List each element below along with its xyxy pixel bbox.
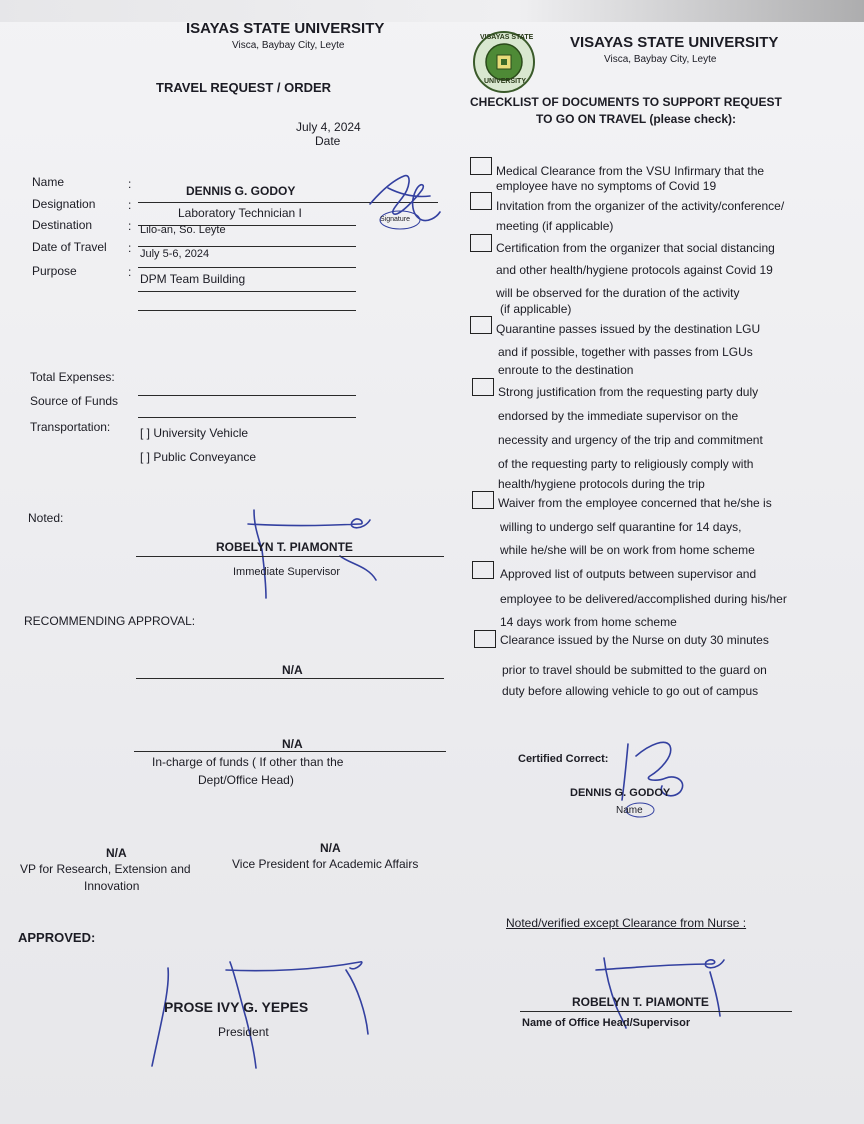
vp-academic-na: N/A [320, 841, 341, 855]
checklist-line: Certification from the organizer that social distancing [496, 241, 775, 255]
source-funds-line [138, 417, 356, 418]
colon: : [128, 177, 132, 191]
checklist-line: Invitation from the organizer of the activity/conference/ [496, 199, 785, 213]
destination-value: Lilo-an, So. Leyte [140, 224, 226, 236]
public-conveyance-option[interactable]: [ ] Public Conveyance [140, 450, 257, 464]
checklist-line: and other health/hygiene protocols against Covid 19 [496, 263, 773, 277]
right-university-name: VISAYAS STATE UNIVERSITY [570, 34, 779, 51]
supervisor-name: ROBELYN T. PIAMONTE [216, 540, 353, 554]
president-name: PROSE IVY G. YEPES [164, 999, 309, 1015]
checklist-line: employee have no symptoms of Covid 19 [496, 179, 717, 193]
funds-na: N/A [282, 737, 303, 751]
checklist-line: willing to undergo self quarantine for 14 days, [500, 520, 742, 534]
request-date: July 4, 2024 [296, 120, 361, 134]
head-signature-line [520, 1011, 792, 1012]
checklist-line: Clearance issued by the Nurse on duty 30 minutes [500, 633, 769, 647]
colon: : [128, 219, 132, 233]
funds-incharge-label: In-charge of funds ( If other than the [152, 755, 344, 769]
checklist-line: will be observed for the duration of the activity [496, 286, 740, 300]
checkbox-nurse-clearance[interactable] [474, 630, 496, 648]
form-title: TRAVEL REQUEST / ORDER [156, 80, 332, 95]
vp-research-na: N/A [106, 846, 127, 860]
source-funds-label: Source of Funds [30, 394, 119, 408]
checkbox-certification[interactable] [470, 234, 492, 252]
checkbox-strong-justification[interactable] [472, 378, 494, 396]
checklist-line: health/hygiene protocols during the trip [498, 477, 705, 491]
funds-line [134, 751, 446, 752]
right-address: Visca, Baybay City, Leyte [604, 54, 717, 65]
designation-label: Designation [32, 197, 96, 211]
recommending-approval-label: RECOMMENDING APPROVAL: [24, 614, 196, 628]
name-label: Name [32, 175, 65, 189]
approved-label: APPROVED: [18, 930, 96, 945]
purpose-underline-2 [138, 310, 356, 311]
noted-verified-label: Noted/verified except Clearance from Nurse : [506, 916, 747, 930]
colon: : [128, 241, 132, 255]
seal-text-top: VISAYAS STATE [480, 34, 534, 41]
certified-name: DENNIS G. GODOY [570, 787, 671, 799]
colon: : [128, 265, 132, 279]
signature-label: Signature [380, 216, 410, 223]
photo-shadow [0, 0, 864, 22]
name-value: DENNIS G. GODOY [186, 184, 296, 198]
checklist-line: 14 days work from home scheme [500, 615, 677, 629]
vp-research-title-2: Innovation [84, 879, 140, 893]
checklist-line: Quarantine passes issued by the destination LGU [496, 322, 761, 336]
checklist-line: meeting (if applicable) [496, 219, 614, 233]
date-of-travel-label: Date of Travel [32, 240, 107, 254]
checklist-line: Approved list of outputs between supervisor and [500, 567, 757, 581]
checklist-line: while he/she will be on work from home scheme [500, 543, 755, 557]
checklist-line: endorsed by the immediate supervisor on the [498, 409, 739, 423]
checkbox-medical-clearance[interactable] [470, 157, 492, 175]
checklist-line: (if applicable) [500, 302, 572, 316]
checkbox-invitation[interactable] [470, 192, 492, 210]
checklist-line: enroute to the destination [498, 363, 634, 377]
transportation-label: Transportation: [30, 420, 111, 434]
head-name: ROBELYN T. PIAMONTE [572, 995, 709, 1009]
total-expenses-label: Total Expenses: [30, 370, 115, 384]
checklist-title-2: TO GO ON TRAVEL (please check): [536, 112, 737, 126]
vp-academic-title: Vice President for Academic Affairs [232, 857, 419, 871]
seal-text-bottom: UNIVERSITY [484, 78, 527, 85]
noted-label: Noted: [28, 511, 64, 525]
checklist-line: employee to be delivered/accomplished during his/her [500, 592, 787, 606]
requester-signature [360, 168, 450, 238]
colon: : [128, 198, 132, 212]
date-of-travel-value: July 5-6, 2024 [140, 248, 210, 260]
purpose-value: DPM Team Building [140, 272, 246, 286]
checklist-line: of the requesting party to religiously comply with [498, 457, 754, 471]
checklist-line: prior to travel should be submitted to the guard on [502, 663, 767, 677]
purpose-label: Purpose [32, 264, 77, 278]
supervisor-signature-line [136, 556, 444, 557]
checklist-line: duty before allowing vehicle to go out of campus [502, 684, 759, 698]
recommending-line [136, 678, 444, 679]
funds-incharge-label-2: Dept/Office Head) [198, 773, 294, 787]
president-title: President [218, 1025, 269, 1039]
checkbox-quarantine-passes[interactable] [470, 316, 492, 334]
purpose-underline [138, 291, 356, 292]
date-label: Date [315, 134, 341, 148]
checklist-line: and if possible, together with passes from LGUs [498, 345, 753, 359]
checklist-title: CHECKLIST OF DOCUMENTS TO SUPPORT REQUEST [470, 95, 782, 109]
head-title: Name of Office Head/Supervisor [522, 1017, 691, 1029]
university-vehicle-option[interactable]: [ ] University Vehicle [140, 426, 249, 440]
designation-value: Laboratory Technician I [178, 206, 302, 220]
checklist-line: Waiver from the employee concerned that he/she is [498, 496, 772, 510]
destination-label: Destination [32, 218, 93, 232]
checklist-line: Medical Clearance from the VSU Infirmary that the [496, 164, 765, 178]
certified-correct-label: Certified Correct: [518, 753, 609, 765]
checkbox-waiver[interactable] [472, 491, 494, 509]
recommending-na: N/A [282, 663, 303, 677]
supervisor-title: Immediate Supervisor [233, 566, 340, 578]
checkbox-approved-outputs[interactable] [472, 561, 494, 579]
checklist-line: Strong justification from the requesting party duly [498, 385, 759, 399]
checklist-line: necessity and urgency of the trip and commitment [498, 433, 763, 447]
left-university-name: ISAYAS STATE UNIVERSITY [186, 20, 385, 37]
destination-underline [138, 246, 356, 247]
total-expenses-line [138, 395, 356, 396]
date-of-travel-underline [138, 267, 356, 268]
certified-name-label: Name [616, 805, 643, 816]
left-address: Visca, Baybay City, Leyte [232, 40, 345, 51]
vp-research-title: VP for Research, Extension and [20, 862, 191, 876]
